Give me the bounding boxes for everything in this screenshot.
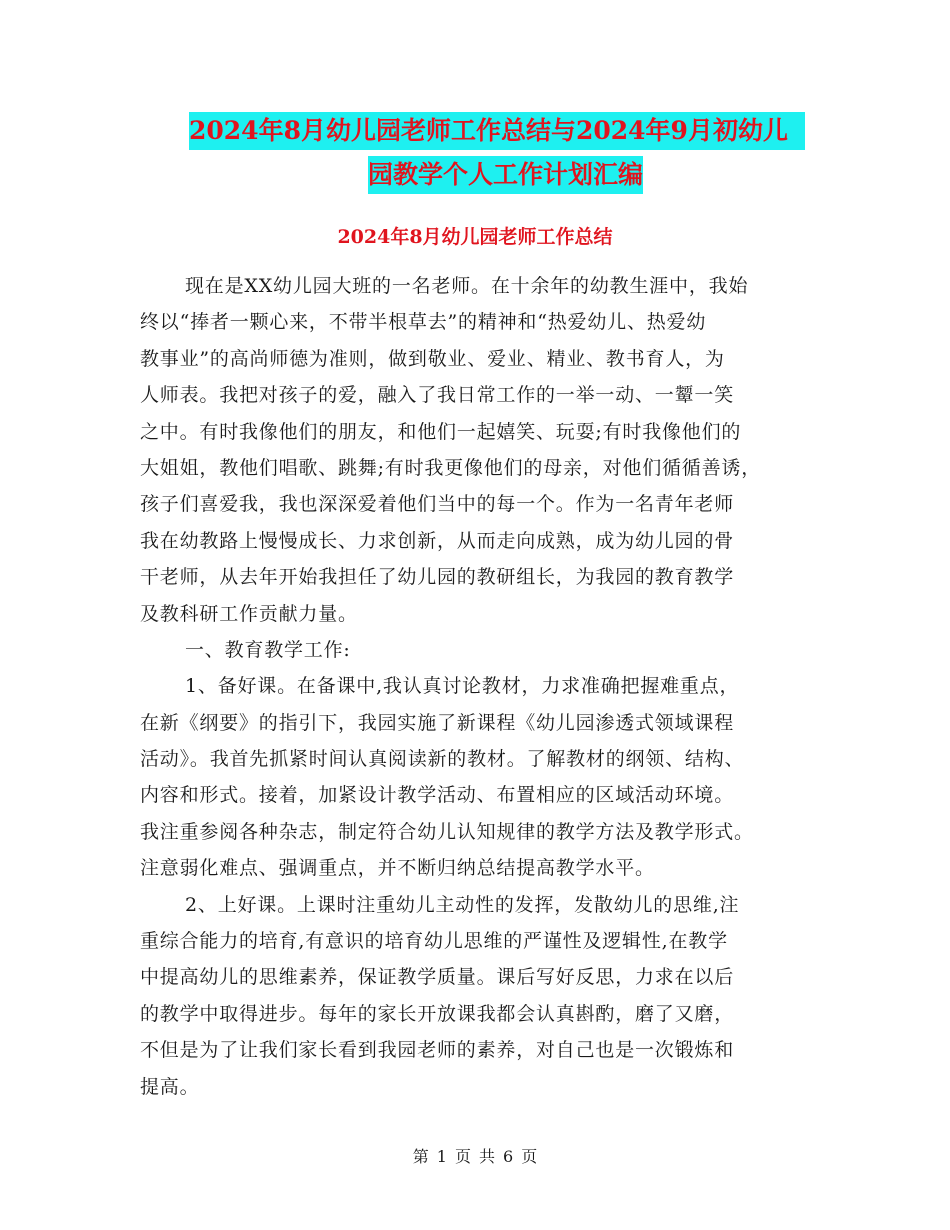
paragraph-line: 大姐姐，教他们唱歌、跳舞;有时我更像他们的母亲，对他们循循善诱， [140,456,762,479]
page-label-post: 页 [521,1147,538,1166]
paragraph-line: 在新《纲要》的指引下，我园实施了新课程《幼儿园渗透式领域课程 [140,711,735,734]
title-line-2: 园教学个人工作计划汇编 [368,156,643,194]
body-text [140,268,820,1105]
title-line-1: 2024年8月幼儿园老师工作总结与2024年9月初幼儿 [189,112,805,150]
paragraph-line: 之中。有时我像他们的朋友，和他们一起嬉笑、玩耍;有时我像他们的 [140,420,742,443]
paragraph-line: 2、上好课。上课时注重幼儿主动性的发挥，发散幼儿的思维,注 [185,893,740,916]
page-total: 6 [503,1147,514,1166]
paragraph-line: 1、备好课。在备课中,我认真讨论教材，力求准确把握难重点， [185,675,740,698]
paragraph-line: 中提高幼儿的思维素养，保证教学质量。课后写好反思，力求在以后 [140,966,735,989]
paragraph-line: 内容和形式。接着，加紧设计教学活动、布置相应的区域活动环境。 [140,784,735,807]
paragraph-line: 孩子们喜爱我，我也深深爱着他们当中的每一个。作为一名青年老师 [140,493,735,516]
section-title: 2024年8月幼儿园老师工作总结 [337,226,613,248]
page-label-pre: 第 [412,1147,429,1166]
paragraph-line: 重综合能力的培育,有意识的培育幼儿思维的严谨性及逻辑性,在教学 [140,930,728,953]
paragraph-line: 的教学中取得进步。每年的家长开放课我都会认真斟酌，磨了又磨， [140,1002,735,1025]
paragraph-line: 教事业”的高尚师德为准则，做到敬业、爱业、精业、教书育人，为 [140,347,725,370]
paragraph-line: 不但是为了让我们家长看到我园老师的素养，对自己也是一次锻炼和 [140,1039,735,1062]
paragraph-line: 现在是XX幼儿园大班的一名老师。在十余年的幼教生涯中，我始 [185,275,749,297]
page-current: 1 [436,1147,447,1166]
paragraph-line: 终以“捧者一颗心来，不带半根草去”的精神和“热爱幼儿、热爱幼 [140,311,707,334]
section-heading: 一、教育教学工作: [185,638,351,661]
page-label-mid: 页 [454,1147,471,1166]
paragraph-line: 注意弱化难点、强调重点，并不断归纳总结提高教学水平。 [140,857,655,880]
paragraph-line: 提高。 [140,1075,200,1098]
paragraph-line: 人师表。我把对孩子的爱，融入了我日常工作的一举一动、一颦一笑 [140,384,735,407]
page-label-total: 共 [479,1147,496,1166]
paragraph-line: 我在幼教路上慢慢成长、力求创新，从而走向成熟，成为幼儿园的骨 [140,529,735,552]
paragraph-line: 及教科研工作贡献力量。 [140,602,358,625]
paragraph-line: 干老师，从去年开始我担任了幼儿园的教研组长，为我园的教育教学 [140,566,735,589]
paragraph-line: 我注重参阅各种杂志，制定符合幼儿认知规律的教学方法及教学形式。 [140,820,754,843]
page-footer [0,1146,950,1168]
paragraph-line: 活动》。我首先抓紧时间认真阅读新的教材。了解教材的纲领、结构、 [140,748,745,771]
